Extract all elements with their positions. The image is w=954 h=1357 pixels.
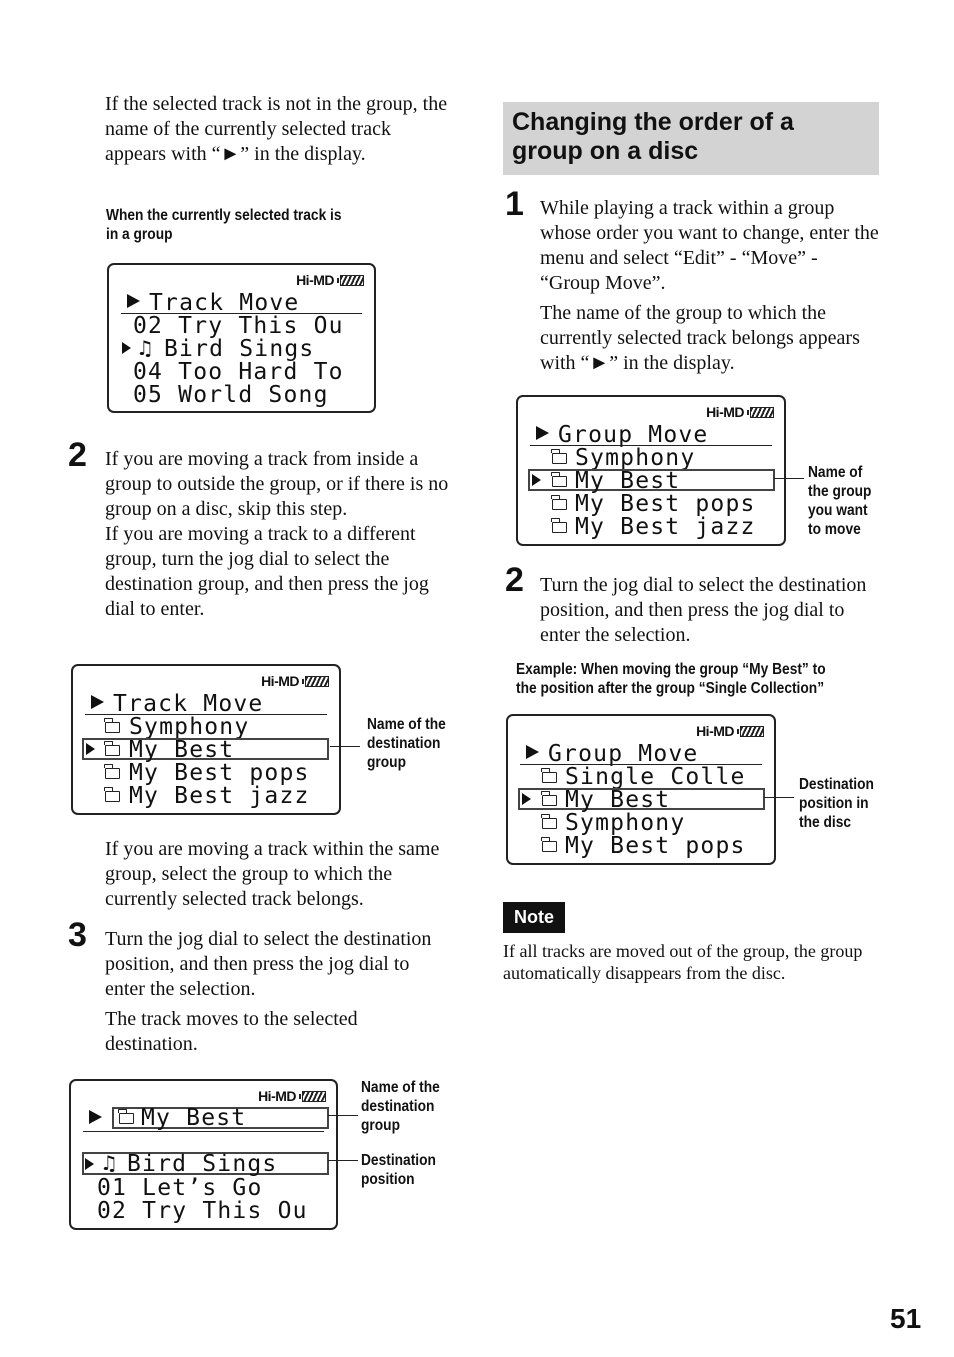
battery-icon: [305, 676, 329, 687]
play-indicator-icon: [127, 294, 140, 308]
selection-indicator-icon: [85, 1158, 94, 1170]
lcd-status: [696, 723, 764, 739]
section-heading: Changing the order of a group on a disc: [503, 102, 879, 175]
himd-logo: Hi-MD: [258, 1088, 296, 1104]
step-2-text: If you are moving a track from inside a group to outside the group, or if there is no group on a disc, skip this step. If you are moving a track to a different group, turn the jog dial to select the destination group, and then press the jog dial to enter.: [105, 448, 449, 620]
himd-logo: Hi-MD: [706, 404, 744, 420]
play-indicator-icon: [526, 745, 539, 759]
same-group-paragraph: If you are moving a track within the same group, select the group to which the currently selected track belongs.: [105, 838, 440, 910]
lcd-display-group-move: Hi-MD Group Move Symphony My Best My Best pops My Best jazz: [516, 395, 786, 546]
music-note-icon: ♫: [136, 336, 154, 360]
play-indicator-icon: [89, 1110, 102, 1124]
step-1-text: While playing a track within a group whose order you want to change, enter the menu and select “Edit” - “Move” - “Group Move”.: [540, 197, 879, 294]
folder-icon: [119, 1113, 134, 1124]
lcd-status: [258, 1088, 326, 1104]
callout-leader-line: [328, 1115, 358, 1116]
lcd-status: [296, 272, 364, 288]
battery-icon: [340, 275, 364, 286]
folder-icon: [552, 453, 567, 464]
play-indicator-icon: [536, 426, 549, 440]
battery-icon: [302, 1091, 326, 1102]
battery-icon: [740, 726, 764, 737]
callout-destination-position: Destination position: [361, 1152, 436, 1188]
selection-indicator-icon: [86, 743, 95, 755]
selection-indicator-icon: [522, 793, 531, 805]
step-2-number: 2: [505, 561, 524, 599]
himd-logo: Hi-MD: [696, 723, 734, 739]
step-3-number: 3: [68, 916, 87, 954]
step-1-text-2: The name of the group to which the currently selected track belongs appears with “►” in the display.: [540, 302, 860, 374]
note-text: If all tracks are moved out of the group, the group automatically disappears from the disc.: [503, 941, 863, 983]
callout-leader-line: [764, 797, 794, 798]
selection-indicator-icon: [532, 474, 541, 486]
lcd-display-destination-position: Hi-MD My Best ♫ Bird Sings 01 Let’s Go 02 Try This Ou: [69, 1079, 338, 1230]
step-1-number: 1: [505, 185, 524, 223]
lcd-display-track-move-in-group: Hi-MD Track Move 02 Try This Ou ♫ Bird Sings 04 Too Hard To 05 World Song: [107, 263, 376, 413]
lcd-status: [706, 404, 774, 420]
step-2-text: Turn the jog dial to select the destination position, and then press the jog dial to enter the selection.: [540, 574, 867, 646]
callout-leader-line: [330, 746, 360, 747]
himd-logo: Hi-MD: [261, 673, 299, 689]
folder-icon: [542, 795, 557, 806]
folder-icon: [552, 499, 567, 510]
folder-icon: [542, 818, 557, 829]
himd-logo: Hi-MD: [296, 272, 334, 288]
callout-leader-line: [774, 478, 804, 479]
folder-icon: [552, 476, 567, 487]
music-note-icon: ♫: [100, 1151, 118, 1175]
folder-icon: [105, 791, 120, 802]
step-3-result: The track moves to the selected destination.: [105, 1008, 358, 1055]
display1-caption: When the currently selected track is in a group: [106, 207, 342, 243]
lcd-display-group-move-destination: Hi-MD Group Move Single Colle My Best Symphony My Best pops: [506, 714, 776, 865]
step-2-number: 2: [68, 436, 87, 474]
note-label: Note: [503, 902, 565, 933]
callout-group-to-move: Name of the group you want to move: [808, 464, 872, 538]
lcd-display-track-move-group-select: Hi-MD Track Move Symphony My Best My Best pops My Best jazz: [71, 664, 341, 815]
folder-icon: [105, 768, 120, 779]
play-indicator-icon: [91, 695, 104, 709]
callout-destination-group: Name of the destination group: [367, 716, 446, 771]
folder-icon: [105, 722, 120, 733]
folder-icon: [542, 772, 557, 783]
example-caption: Example: When moving the group “My Best” to the position after the group “Single Collection”: [516, 661, 826, 697]
folder-icon: [105, 745, 120, 756]
callout-leader-line: [328, 1160, 358, 1161]
callout-destination-in-disc: Destination position in the disc: [799, 776, 874, 831]
intro-paragraph: If the selected track is not in the group, the name of the currently selected track appears with “►” in the display.: [105, 93, 448, 165]
page-number: 51: [890, 1303, 922, 1334]
callout-destination-group: Name of the destination group: [361, 1079, 440, 1134]
lcd-title-underline: [83, 1131, 324, 1132]
step-3-text: Turn the jog dial to select the destination position, and then press the jog dial to enter the selection.: [105, 928, 432, 1000]
folder-icon: [542, 841, 557, 852]
folder-icon: [552, 522, 567, 533]
lcd-status: [261, 673, 329, 689]
current-track-indicator-icon: [122, 342, 131, 354]
battery-icon: [750, 407, 774, 418]
